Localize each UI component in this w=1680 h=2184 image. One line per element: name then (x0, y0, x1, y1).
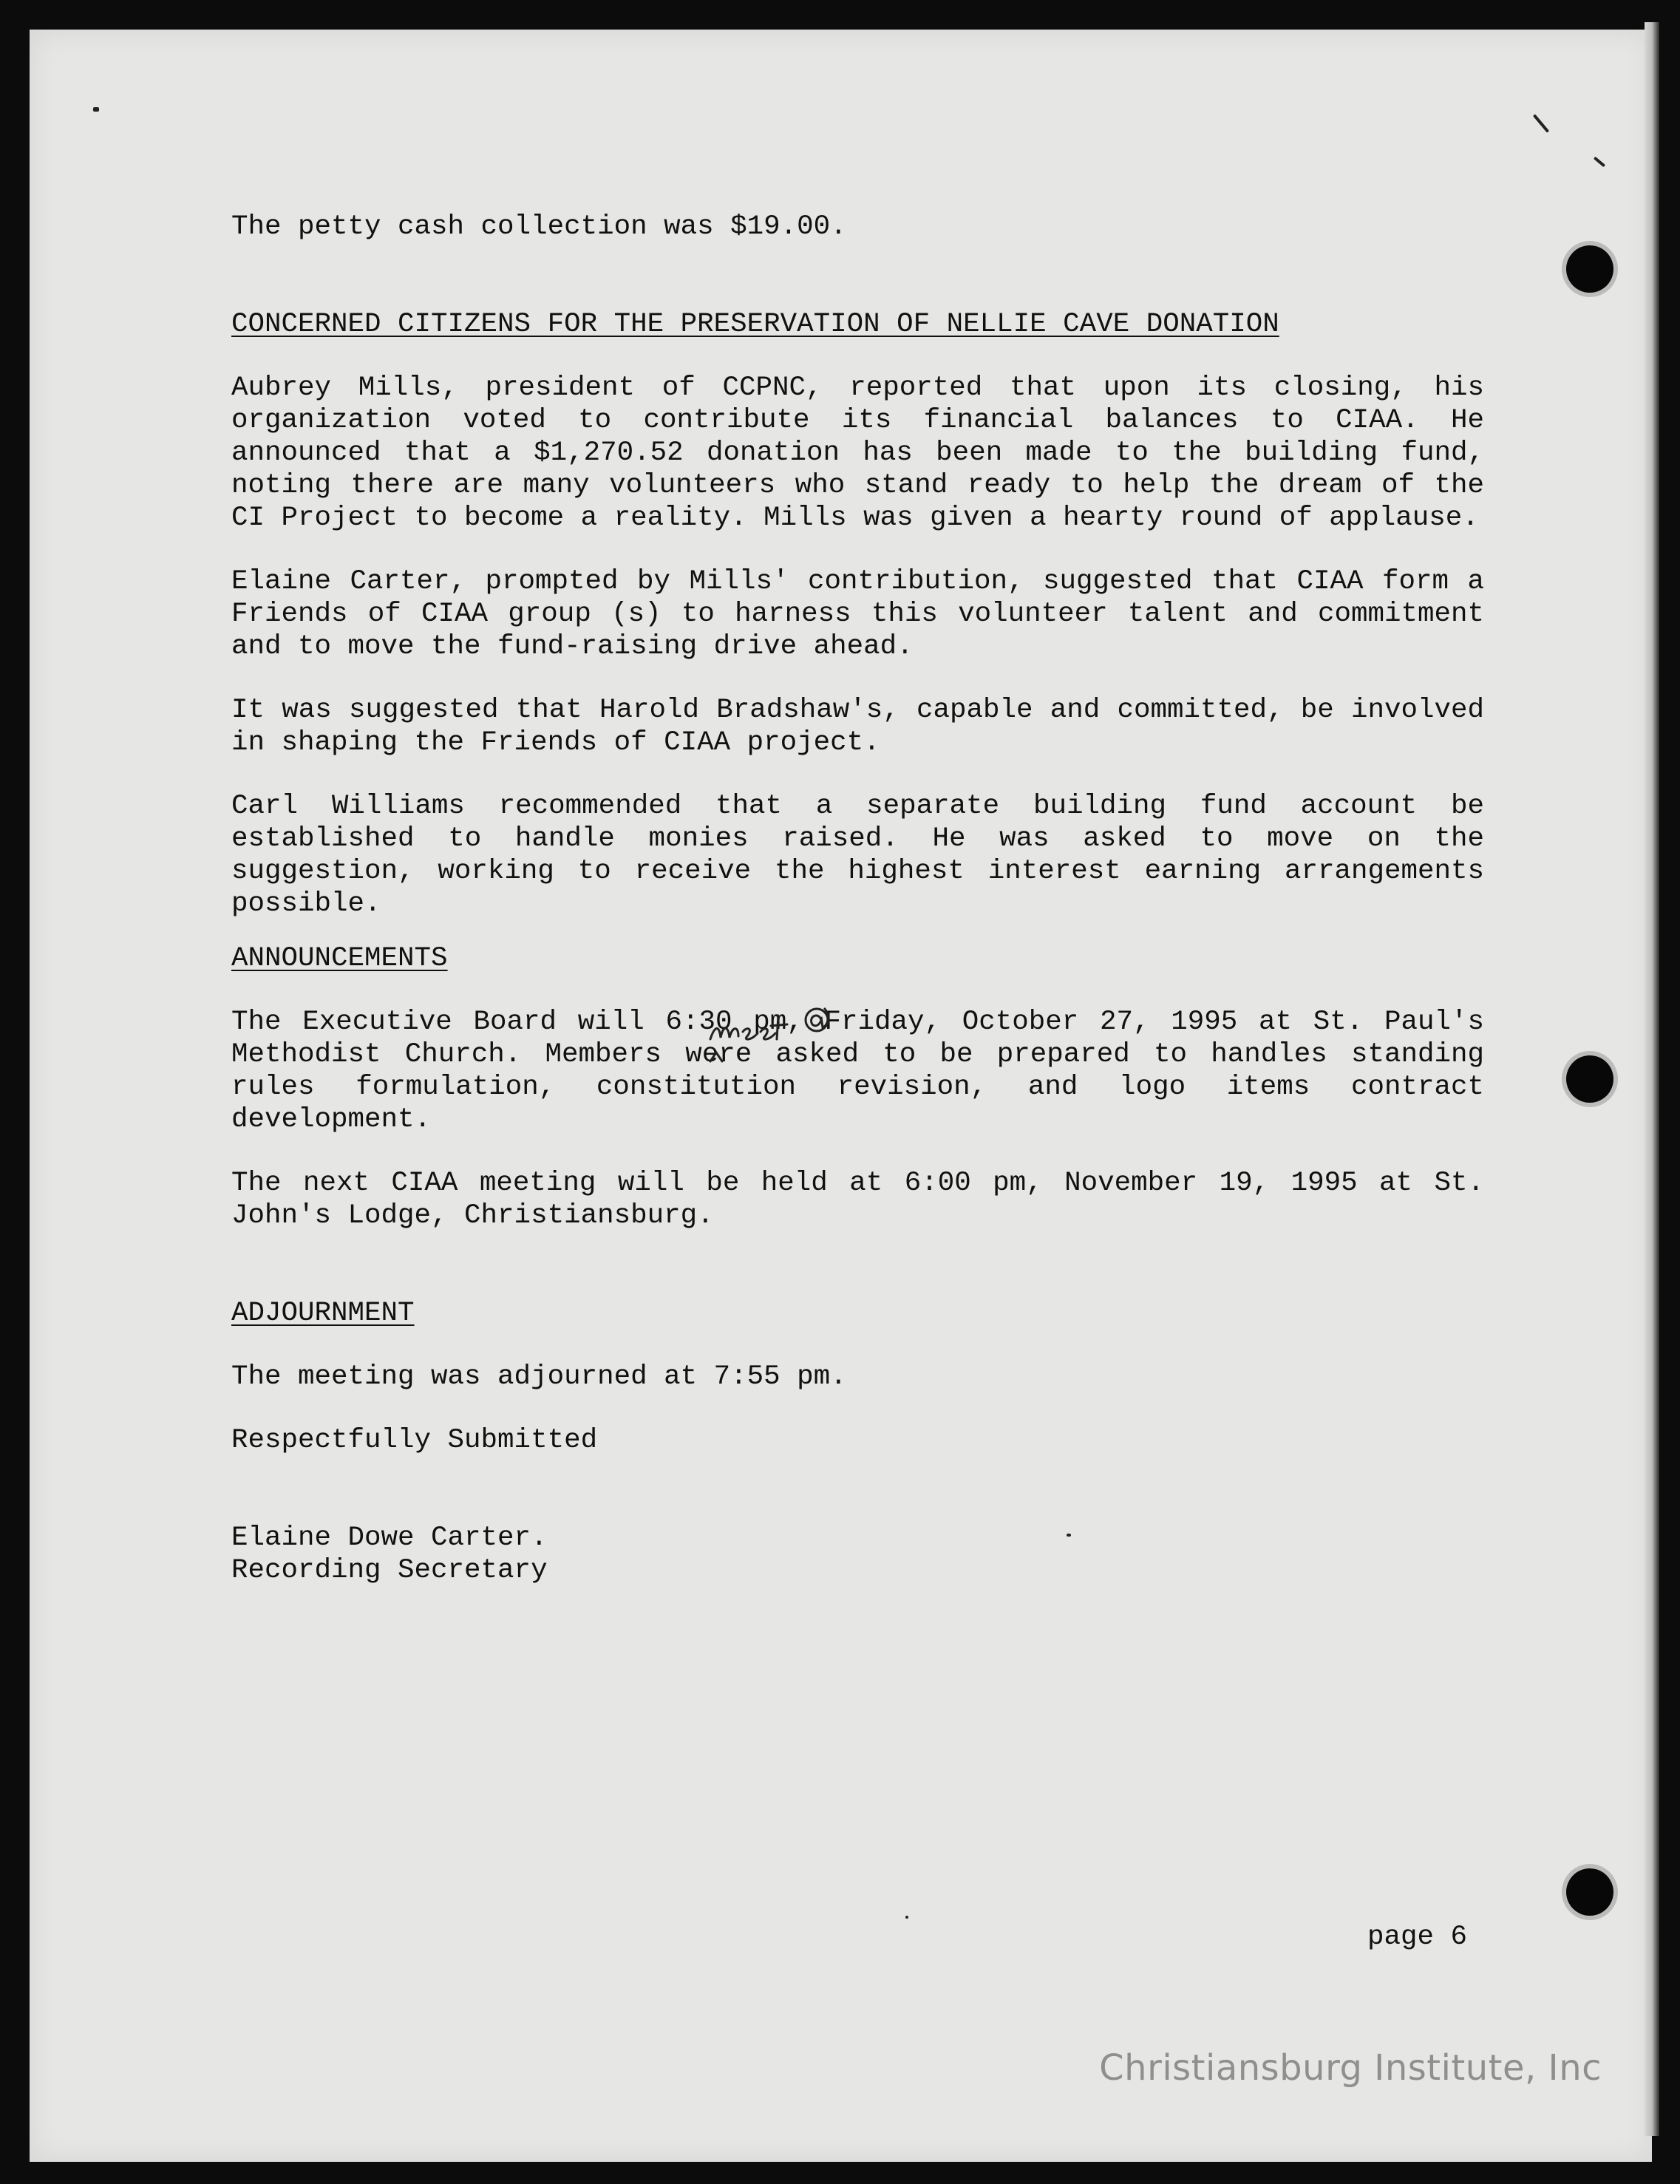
punch-hole (1566, 1868, 1613, 1916)
document-body (231, 211, 1484, 1587)
signer-name: Elaine Dowe Carter. (231, 1523, 548, 1554)
handwritten-annotation (706, 987, 868, 1076)
announcements-paragraph-2: The next CIAA meeting will be held at 6:00 pm, November 19, 1995 at St. John's Lodge, Christiansburg. (231, 1168, 1484, 1231)
closing-text: Respectfully Submitted (231, 1425, 598, 1456)
petty-cash-text: The petty cash collection was $19.00. (231, 211, 847, 242)
signer-title: Recording Secretary (231, 1555, 548, 1586)
adjournment-heading: ADJOURNMENT (231, 1298, 415, 1329)
speck (905, 1916, 908, 1919)
signature-block (231, 1522, 1484, 1587)
ccpnc-paragraph-2: Elaine Carter, prompted by Mills' contribution, suggested that CIAA form a Friends of CIAA group (s) to harness this volunteer talent and commitment and to move the fund-raising drive ahead. (231, 566, 1484, 662)
page-number: page 6 (1367, 1922, 1468, 1953)
punch-hole (1566, 245, 1613, 293)
adjournment-text: The meeting was adjourned at 7:55 pm. (231, 1361, 847, 1392)
ccpnc-paragraph-4: Carl Williams recommended that a separate building fund account be established to handle monies raised. He was asked to move on the suggestion, working to receive the highest interest earning arrangements possible. (231, 791, 1484, 919)
speck (93, 107, 99, 112)
announcements-heading: ANNOUNCEMENTS (231, 943, 448, 974)
watermark-text: Christiansburg Institute, Inc (1099, 2047, 1602, 2089)
ccpnc-paragraph-1: Aubrey Mills, president of CCPNC, reported that upon its closing, his organization voted to contribute its financial balances to CIAA. He announced that a $1,270.52 donation has been made to the building fund, noting there are many volunteers who stand ready to help the dream of the CI Project to become a reality. Mills was given a hearty round of applause. (231, 372, 1484, 534)
announcements-paragraph-1: The Executive Board will 6:30 pm, Friday, October 27, 1995 at St. Paul's Methodist Church. Members were asked to be prepared to handles standing rules formulation, constitution revision, and logo items contract development. (231, 1007, 1484, 1135)
ccpnc-heading: CONCERNED CITIZENS FOR THE PRESERVATION OF NELLIE CAVE DONATION (231, 309, 1279, 340)
ccpnc-paragraph-3: It was suggested that Harold Bradshaw's, capable and committed, be involved in shaping the Friends of CIAA project. (231, 695, 1484, 758)
punch-hole (1566, 1055, 1613, 1103)
page-edge (1645, 22, 1659, 2136)
